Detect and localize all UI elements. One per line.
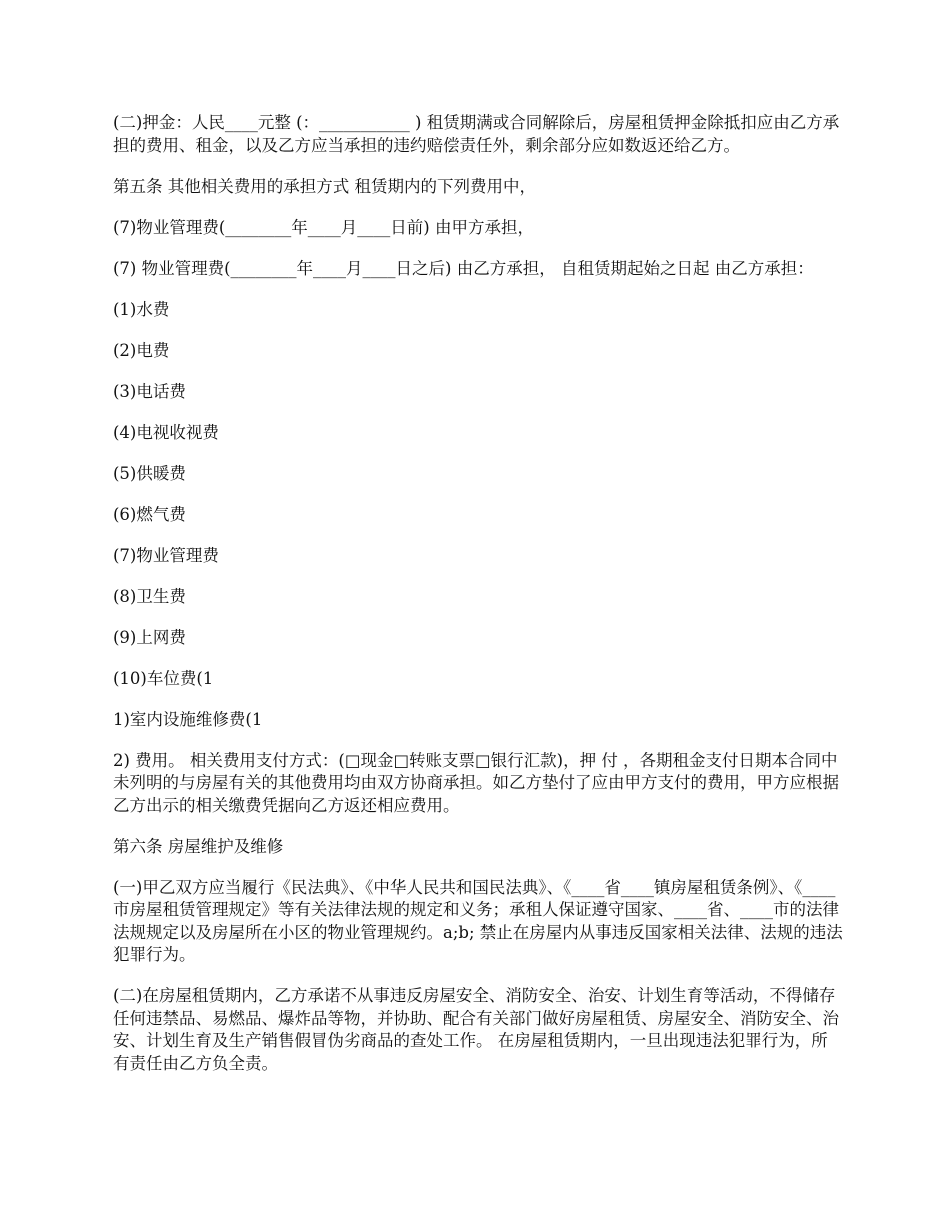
fee-item-property: (7)物业管理费 xyxy=(113,545,219,565)
fee-item-electricity: (2)电费 xyxy=(113,340,170,360)
property-fee-tenant: (7) 物业管理费(________年____月____日之后) 由乙方承担， 自租赁期起始之日起 由乙方承担： xyxy=(113,258,814,278)
document-page xyxy=(113,112,843,1094)
property-fee-landlord: (7)物业管理费(________年____月____日前) 由甲方承担， xyxy=(113,217,534,237)
fee-item-parking: (10)车位费(1 xyxy=(113,668,214,688)
maintenance-clause-1: (一)甲乙双方应当履行《民法典》、《中华人民共和国民法典》、《____省____镇房屋租赁条例》、《____市房屋租赁管理规定》等有关法律法规的规定和义务；承租人保证遵守国家、____省、____市的法律法规规定以及房屋所在小区的物业管理规约。a;b; 禁止在房屋内从事违反国家相关法律、法规的违法犯罪行为。 xyxy=(113,877,843,964)
fee-item-phone: (3)电话费 xyxy=(113,381,186,401)
fee-item-maintenance: 1)室内设施维修费(1 xyxy=(113,709,263,729)
fee-item-internet: (9)上网费 xyxy=(113,627,186,647)
deposit-clause: (二)押金：人民____元整 (：___________ ) 租赁期满或合同解除后，房屋租赁押金除抵扣应由乙方承担的费用、租金，以及乙方应当承担的违约赔偿责任外，剩余部分应如数返还给乙方。 xyxy=(113,113,840,155)
fee-item-gas: (6)燃气费 xyxy=(113,504,186,524)
article-5-heading: 第五条 其他相关费用的承担方式 租赁期内的下列费用中， xyxy=(113,176,536,196)
maintenance-clause-2: (二)在房屋租赁期内，乙方承诺不从事违反房屋安全、消防安全、治安、计划生育等活动，不得储存任何违禁品、易燃品、爆炸品等物，并协助、配合有关部门做好房屋租赁、房屋安全、消防安全、治安、计划生育及生产销售假冒伪劣商品的查处工作。 在房屋租赁期内，一旦出现违法犯罪行为，所有责任由乙方负全责。 xyxy=(113,986,839,1073)
article-6-heading: 第六条 房屋维护及维修 xyxy=(113,836,284,856)
payment-method-clause: 2) 费用。 相关费用支付方式：(□现金□转账支票□银行汇款)，押 付 ，各期租金支付日期本合同中未列明的与房屋有关的其他费用均由双方协商承担。如乙方垫付了应由甲方支付的费用，甲方应根据乙方出示的相关缴费凭据向乙方返还相应费用。 xyxy=(113,750,839,815)
fee-item-heating: (5)供暖费 xyxy=(113,463,186,483)
fee-item-sanitation: (8)卫生费 xyxy=(113,586,186,606)
fee-item-water: (1)水费 xyxy=(113,299,170,319)
fee-item-tv: (4)电视收视费 xyxy=(113,422,219,442)
